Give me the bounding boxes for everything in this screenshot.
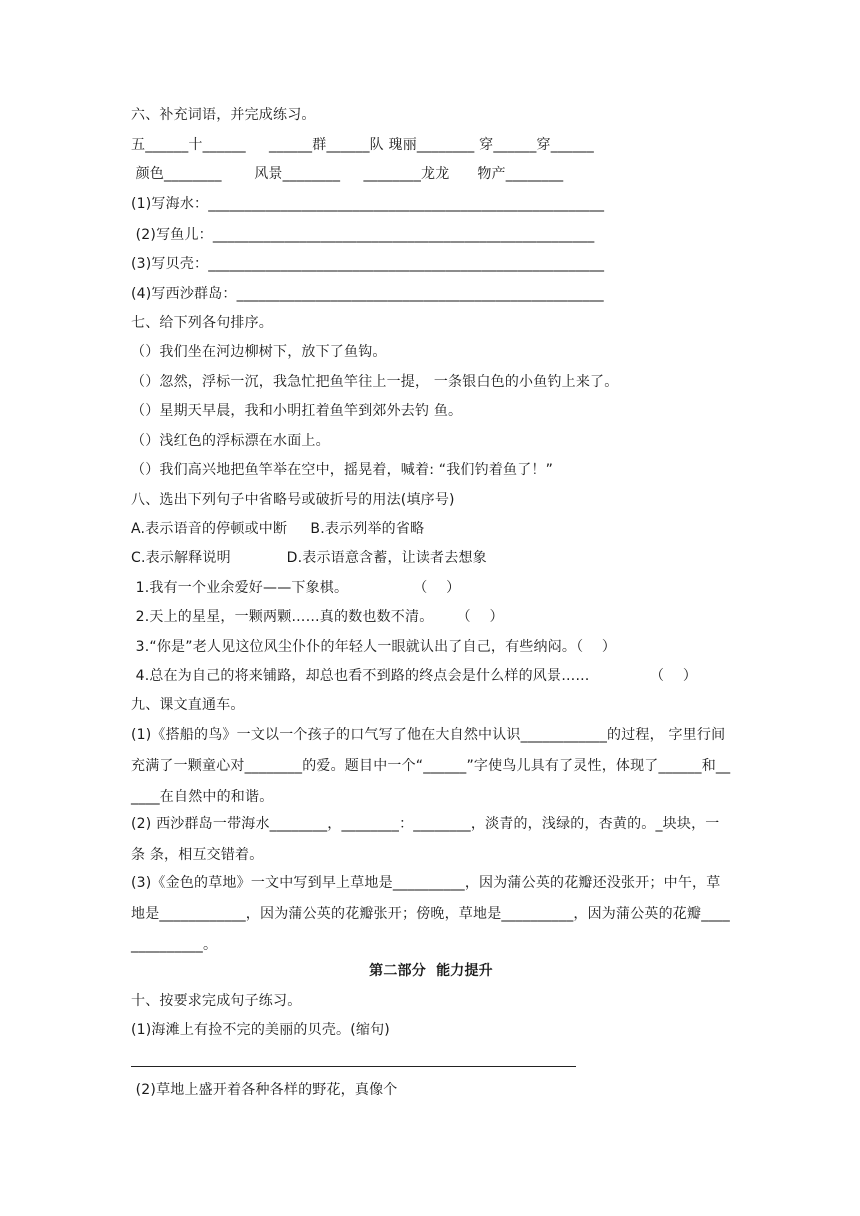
section-9-heading: 九、课文直通车。 bbox=[131, 697, 245, 713]
write-xisha-line: (4)写西沙群岛：___________________________________________________ bbox=[131, 286, 604, 302]
order-sentence-5: （）我们高兴地把鱼竿举在空中，摇晃着，喊着: “我们钓着鱼了！” bbox=[131, 462, 554, 478]
punct-question-1: 1.我有一个业余爱好——下象棋。 （ ） bbox=[131, 580, 461, 596]
punct-question-2: 2.天上的星星，一颗两颗……真的数也数不清。 （ ） bbox=[131, 609, 504, 625]
text-question-3: (3)《金色的草地》一文中写到早上草地是__________，因为蒲公英的花瓣还没张开；中午，草地是____________，因为蒲公英的花瓣张开；傍晚，草地是__________，因为蒲公英的花瓣______________。 bbox=[131, 875, 730, 953]
write-seawater-line: (1)写海水：_______________________________________________________ bbox=[131, 196, 605, 212]
text-question-1: (1)《搭船的鸟》一文以一个孩子的口气写了他在大自然中认识____________的过程， 字里行间充满了一颗童心对________的爱。题目中一个“______”字使鸟儿具有了灵性，体现了______和______在自然中的和谐。 bbox=[131, 727, 731, 805]
word-fill-row-2: 颜色________ 风景________ ________龙龙 物产________ bbox=[131, 166, 564, 182]
write-shell-line: (3)写贝壳：_______________________________________________________ bbox=[131, 256, 605, 272]
section-8-heading: 八、选出下列句子中省略号或破折号的用法(填序号) bbox=[131, 492, 455, 508]
order-sentence-4: （）浅红色的浮标漂在水面上。 bbox=[131, 433, 330, 449]
answer-rule bbox=[131, 1066, 576, 1067]
word-fill-row-1: 五______十______ ______群______队 瑰丽________ 穿______穿______ bbox=[131, 137, 594, 153]
section-7-heading: 七、给下列各句排序。 bbox=[131, 315, 273, 331]
section-6-heading: 六、补充词语，并完成练习。 bbox=[131, 107, 316, 123]
option-row-cd: C.表示解释说明 D.表示语意含蓄，让读者去想象 bbox=[131, 550, 487, 566]
sentence-exercise-1: (1)海滩上有捡不完的美丽的贝壳。(缩句) bbox=[131, 1022, 390, 1038]
order-sentence-2: （）忽然，浮标一沉，我急忙把鱼竿往上一提， 一条银白色的小鱼钓上来了。 bbox=[131, 374, 619, 390]
text-question-2: (2) 西沙群岛一带海水________，________：________，淡青的，浅绿的，杏黄的。_块块，一条 条，相互交错着。 bbox=[131, 816, 720, 863]
write-fish-line: (2)写鱼儿：_____________________________________________________ bbox=[131, 227, 595, 243]
order-sentence-1: （）我们坐在河边柳树下，放下了鱼钩。 bbox=[131, 344, 387, 360]
part-two-title: 第二部分 能力提升 bbox=[369, 963, 493, 979]
option-row-ab: A.表示语音的停顿或中断 B.表示列举的省略 bbox=[131, 521, 425, 537]
punct-question-4: 4.总在为自己的将来铺路，却总也看不到路的终点会是什么样的风景…… （ ） bbox=[131, 668, 698, 684]
section-10-heading: 十、按要求完成句子练习。 bbox=[131, 993, 302, 1009]
sentence-exercise-2: (2)草地上盛开着各种各样的野花，真像个 bbox=[131, 1082, 398, 1098]
order-sentence-3: （）星期天早晨，我和小明扛着鱼竿到郊外去钓 鱼。 bbox=[131, 403, 463, 419]
punct-question-3: 3.“你是”老人见这位风尘仆仆的年轻人一眼就认出了自己，有些纳闷。（ ） bbox=[131, 639, 617, 655]
